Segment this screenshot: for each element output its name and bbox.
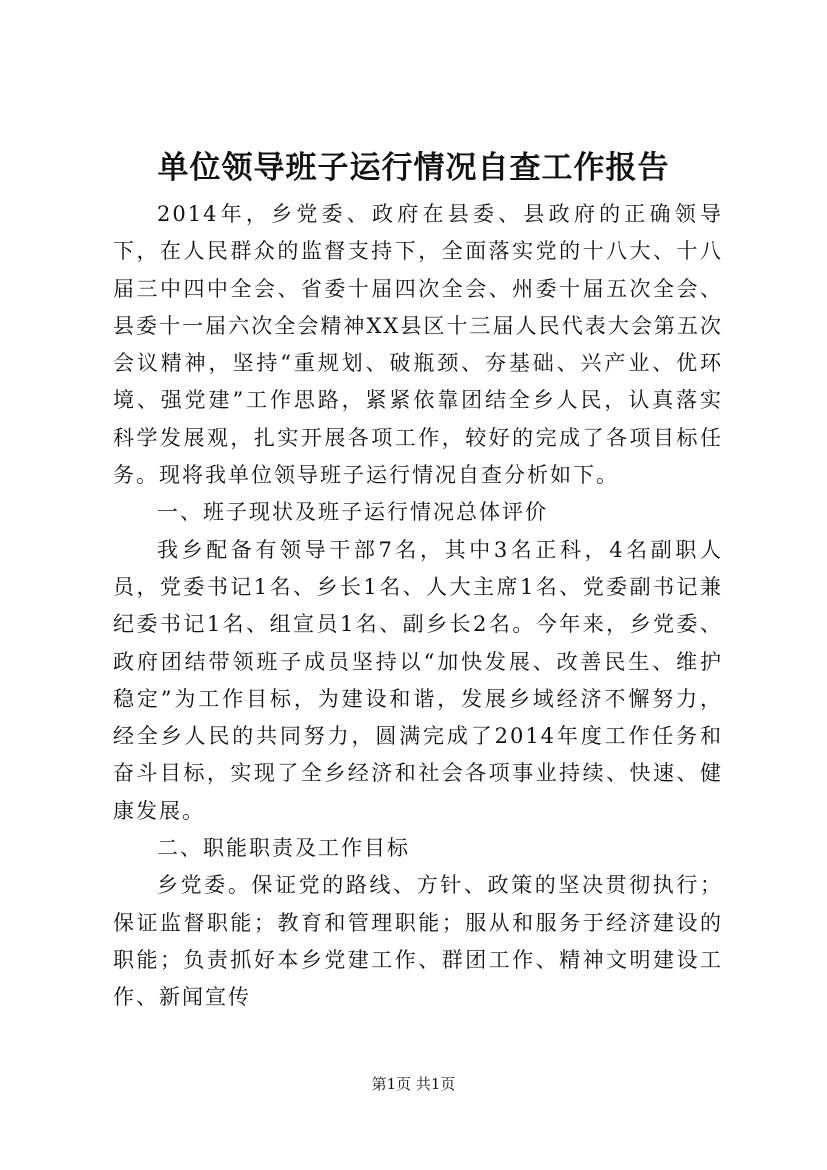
paragraph-intro: 2014年，乡党委、政府在县委、县政府的正确领导下，在人民群众的监督支持下，全面落实党的十八大、十八届三中四中全会、省委十届四次全会、州委十届五次全会、县委十一届六次全会精神XX县区十三届人民代表大会第五次会议精神，坚持“重规划、破瓶颈、夯基础、兴产业、优环境、强党建”工作思路，紧紧依靠团结全乡人民，认真落实科学发展观，扎实开展各项工作，较好的完成了各项目标任务。现将我单位领导班子运行情况自查分析如下。	[113, 202, 723, 488]
section-heading-1: 一、班子现状及班子运行情况总体评价	[157, 500, 548, 525]
paragraph-team-status: 我乡配备有领导干部7名，其中3名正科，4名副职人员，党委书记1名、乡长1名、人大主席1名、党委副书记兼纪委书记1名、组宣员1名、副乡长2名。今年来，乡党委、政府团结带领班子成员坚持以“加快发展、改善民生、维护稳定”为工作目标，为建设和谐，发展乡域经济不懈努力，经全乡人民的共同努力，圆满完成了2014年度工作任务和奋斗目标，实现了全乡经济和社会各项事业持续、快速、健康发展。	[113, 537, 723, 823]
page-footer: 第1页 共1页	[371, 1075, 456, 1093]
document-title: 单位领导班子运行情况自查工作报告	[157, 150, 670, 186]
document-body	[113, 196, 723, 1017]
section-heading-2: 二、职能职责及工作目标	[157, 836, 410, 861]
paragraph-party-committee: 乡党委。保证党的路线、方针、政策的坚决贯彻执行；保证监督职能；教育和管理职能；服从和服务于经济建设的职能；负责抓好本乡党建工作、群团工作、精神文明建设工作、新闻宣传	[113, 873, 723, 1010]
